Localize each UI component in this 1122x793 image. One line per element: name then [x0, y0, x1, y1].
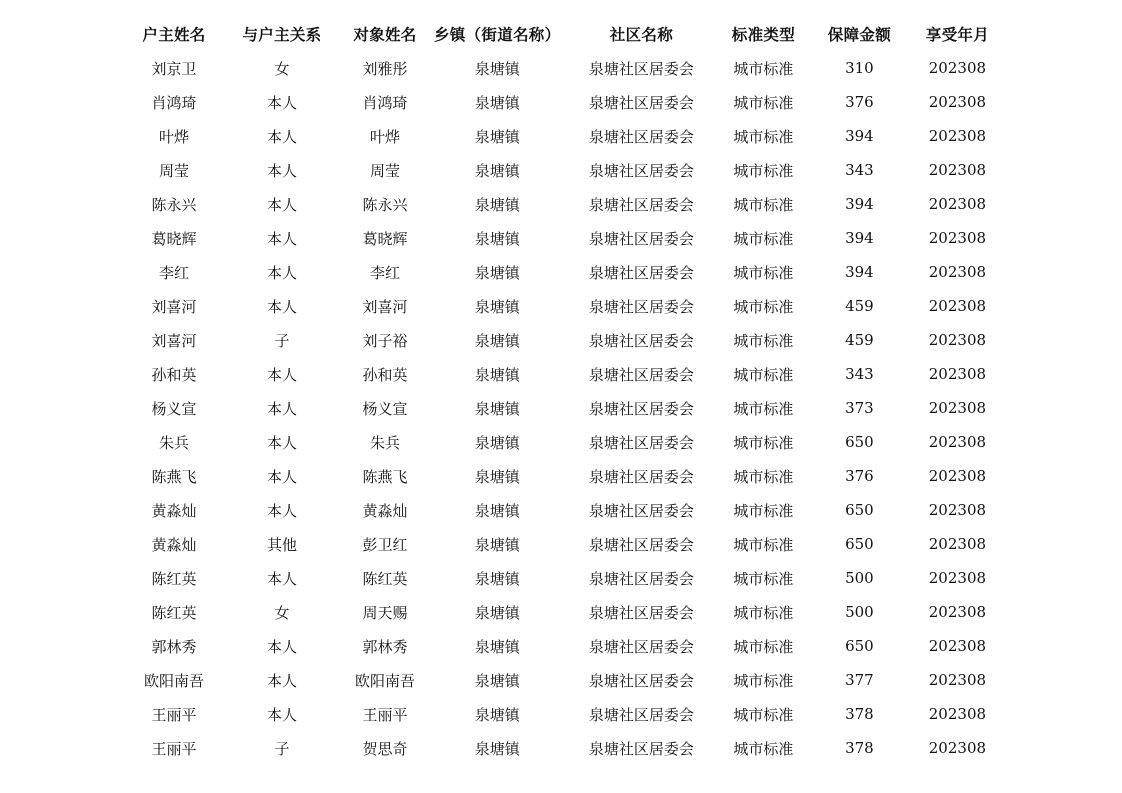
table-row	[120, 663, 1000, 697]
header-beneficiary-name: 对象姓名	[353, 26, 417, 44]
cell-relationship: 女	[274, 603, 290, 622]
cell-relationship: 本人	[266, 433, 297, 452]
cell-amount: 376	[845, 467, 874, 485]
cell-month: 202308	[928, 195, 987, 213]
cell-month: 202308	[928, 59, 987, 77]
cell-relationship: 本人	[266, 161, 297, 180]
cell-month: 202308	[928, 501, 987, 519]
cell-township: 泉塘镇	[474, 93, 520, 112]
cell-township: 泉塘镇	[474, 671, 520, 690]
cell-township: 泉塘镇	[474, 297, 520, 316]
table-row	[120, 357, 1000, 391]
cell-community: 泉塘社区居委会	[588, 59, 694, 78]
table-body	[120, 51, 1000, 765]
cell-month: 202308	[928, 467, 987, 485]
cell-community: 泉塘社区居委会	[588, 331, 694, 350]
cell-relationship: 女	[274, 59, 290, 78]
cell-beneficiary-name: 朱兵	[369, 433, 400, 452]
cell-township: 泉塘镇	[474, 637, 520, 656]
cell-amount: 343	[845, 161, 874, 179]
cell-amount: 376	[845, 93, 874, 111]
table-row	[120, 51, 1000, 85]
cell-household-head-name: 欧阳南吾	[143, 671, 204, 690]
cell-relationship: 本人	[266, 93, 297, 112]
cell-household-head-name: 陈燕飞	[151, 467, 197, 486]
cell-amount: 394	[845, 229, 874, 247]
cell-township: 泉塘镇	[474, 705, 520, 724]
table-row	[120, 187, 1000, 221]
cell-community: 泉塘社区居委会	[588, 705, 694, 724]
cell-amount: 343	[845, 365, 874, 383]
header-relationship: 与户主关系	[242, 26, 322, 44]
cell-beneficiary-name: 刘喜河	[362, 297, 408, 316]
table-row	[120, 459, 1000, 493]
cell-household-head-name: 黄淼灿	[151, 535, 197, 554]
cell-amount: 378	[845, 705, 874, 723]
cell-month: 202308	[928, 263, 987, 281]
cell-month: 202308	[928, 127, 987, 145]
cell-beneficiary-name: 贺思奇	[362, 739, 408, 758]
cell-community: 泉塘社区居委会	[588, 127, 694, 146]
cell-community: 泉塘社区居委会	[588, 93, 694, 112]
table-row	[120, 629, 1000, 663]
cell-standard-type: 城市标准	[733, 433, 794, 452]
cell-standard-type: 城市标准	[733, 569, 794, 588]
cell-standard-type: 城市标准	[733, 399, 794, 418]
cell-month: 202308	[928, 433, 987, 451]
cell-household-head-name: 李红	[158, 263, 189, 282]
cell-relationship: 本人	[266, 569, 297, 588]
cell-relationship: 本人	[266, 399, 297, 418]
cell-household-head-name: 杨义宣	[151, 399, 197, 418]
cell-community: 泉塘社区居委会	[588, 637, 694, 656]
cell-amount: 310	[845, 59, 874, 77]
header-month: 享受年月	[925, 26, 989, 44]
table-row	[120, 289, 1000, 323]
cell-community: 泉塘社区居委会	[588, 263, 694, 282]
cell-household-head-name: 王丽平	[151, 705, 197, 724]
cell-standard-type: 城市标准	[733, 195, 794, 214]
cell-standard-type: 城市标准	[733, 535, 794, 554]
cell-community: 泉塘社区居委会	[588, 501, 694, 520]
cell-relationship: 其他	[266, 535, 297, 554]
cell-standard-type: 城市标准	[733, 467, 794, 486]
cell-relationship: 子	[274, 739, 290, 758]
cell-standard-type: 城市标准	[733, 603, 794, 622]
cell-amount: 373	[845, 399, 874, 417]
cell-community: 泉塘社区居委会	[588, 297, 694, 316]
cell-standard-type: 城市标准	[733, 297, 794, 316]
cell-beneficiary-name: 陈燕飞	[362, 467, 408, 486]
cell-township: 泉塘镇	[474, 331, 520, 350]
cell-beneficiary-name: 刘雅彤	[362, 59, 408, 78]
cell-month: 202308	[928, 637, 987, 655]
cell-relationship: 子	[274, 331, 290, 350]
cell-beneficiary-name: 叶烨	[369, 127, 400, 146]
cell-household-head-name: 陈永兴	[151, 195, 197, 214]
cell-township: 泉塘镇	[474, 603, 520, 622]
cell-beneficiary-name: 李红	[369, 263, 400, 282]
cell-community: 泉塘社区居委会	[588, 671, 694, 690]
cell-community: 泉塘社区居委会	[588, 603, 694, 622]
cell-beneficiary-name: 刘子裕	[362, 331, 408, 350]
cell-township: 泉塘镇	[474, 739, 520, 758]
table-row	[120, 323, 1000, 357]
cell-community: 泉塘社区居委会	[588, 535, 694, 554]
cell-beneficiary-name: 周天赐	[362, 603, 408, 622]
header-township: 乡镇（街道名称）	[434, 26, 561, 44]
cell-standard-type: 城市标准	[733, 739, 794, 758]
cell-beneficiary-name: 王丽平	[362, 705, 408, 724]
cell-amount: 650	[845, 535, 874, 553]
cell-township: 泉塘镇	[474, 501, 520, 520]
cell-township: 泉塘镇	[474, 399, 520, 418]
table-row	[120, 153, 1000, 187]
cell-community: 泉塘社区居委会	[588, 569, 694, 588]
cell-beneficiary-name: 陈红英	[362, 569, 408, 588]
cell-month: 202308	[928, 671, 987, 689]
header-community: 社区名称	[609, 26, 673, 44]
cell-relationship: 本人	[266, 501, 297, 520]
cell-relationship: 本人	[266, 671, 297, 690]
cell-township: 泉塘镇	[474, 59, 520, 78]
cell-month: 202308	[928, 705, 987, 723]
cell-township: 泉塘镇	[474, 195, 520, 214]
cell-relationship: 本人	[266, 467, 297, 486]
cell-amount: 650	[845, 501, 874, 519]
cell-household-head-name: 刘喜河	[151, 331, 197, 350]
cell-month: 202308	[928, 739, 987, 757]
cell-household-head-name: 肖鸿琦	[151, 93, 197, 112]
cell-household-head-name: 陈红英	[151, 569, 197, 588]
cell-household-head-name: 刘喜河	[151, 297, 197, 316]
cell-amount: 394	[845, 127, 874, 145]
cell-township: 泉塘镇	[474, 569, 520, 588]
cell-relationship: 本人	[266, 365, 297, 384]
cell-beneficiary-name: 孙和英	[362, 365, 408, 384]
cell-month: 202308	[928, 603, 987, 621]
table-row	[120, 255, 1000, 289]
cell-month: 202308	[928, 297, 987, 315]
cell-amount: 394	[845, 195, 874, 213]
cell-beneficiary-name: 彭卫红	[362, 535, 408, 554]
cell-beneficiary-name: 欧阳南吾	[354, 671, 415, 690]
cell-beneficiary-name: 陈永兴	[362, 195, 408, 214]
cell-month: 202308	[928, 569, 987, 587]
cell-month: 202308	[928, 93, 987, 111]
cell-standard-type: 城市标准	[733, 671, 794, 690]
cell-relationship: 本人	[266, 263, 297, 282]
cell-relationship: 本人	[266, 195, 297, 214]
cell-month: 202308	[928, 365, 987, 383]
cell-amount: 500	[845, 569, 874, 587]
cell-amount: 500	[845, 603, 874, 621]
cell-amount: 650	[845, 637, 874, 655]
cell-household-head-name: 朱兵	[158, 433, 189, 452]
cell-township: 泉塘镇	[474, 365, 520, 384]
table-row	[120, 595, 1000, 629]
table-row	[120, 425, 1000, 459]
cell-standard-type: 城市标准	[733, 705, 794, 724]
cell-standard-type: 城市标准	[733, 637, 794, 656]
table-row	[120, 119, 1000, 153]
cell-beneficiary-name: 杨义宣	[362, 399, 408, 418]
cell-community: 泉塘社区居委会	[588, 161, 694, 180]
cell-beneficiary-name: 肖鸿琦	[362, 93, 408, 112]
cell-community: 泉塘社区居委会	[588, 739, 694, 758]
cell-household-head-name: 王丽平	[151, 739, 197, 758]
cell-township: 泉塘镇	[474, 161, 520, 180]
cell-amount: 377	[845, 671, 874, 689]
cell-month: 202308	[928, 399, 987, 417]
cell-community: 泉塘社区居委会	[588, 399, 694, 418]
cell-standard-type: 城市标准	[733, 365, 794, 384]
table-row	[120, 85, 1000, 119]
table-row	[120, 731, 1000, 765]
header-household-head-name: 户主姓名	[142, 26, 206, 44]
cell-beneficiary-name: 黄淼灿	[362, 501, 408, 520]
table-header-row	[120, 17, 1000, 51]
cell-beneficiary-name: 周莹	[369, 161, 400, 180]
header-amount: 保障金额	[827, 26, 891, 44]
table-row	[120, 221, 1000, 255]
cell-standard-type: 城市标准	[733, 331, 794, 350]
cell-beneficiary-name: 葛晓辉	[362, 229, 408, 248]
cell-township: 泉塘镇	[474, 433, 520, 452]
cell-relationship: 本人	[266, 705, 297, 724]
beneficiary-table	[120, 17, 1000, 765]
cell-township: 泉塘镇	[474, 467, 520, 486]
cell-household-head-name: 郭林秀	[151, 637, 197, 656]
table-row	[120, 391, 1000, 425]
cell-township: 泉塘镇	[474, 263, 520, 282]
cell-household-head-name: 叶烨	[158, 127, 189, 146]
cell-community: 泉塘社区居委会	[588, 467, 694, 486]
cell-household-head-name: 周莹	[158, 161, 189, 180]
cell-month: 202308	[928, 229, 987, 247]
cell-township: 泉塘镇	[474, 535, 520, 554]
cell-standard-type: 城市标准	[733, 263, 794, 282]
cell-township: 泉塘镇	[474, 229, 520, 248]
cell-standard-type: 城市标准	[733, 501, 794, 520]
cell-relationship: 本人	[266, 127, 297, 146]
cell-relationship: 本人	[266, 297, 297, 316]
cell-standard-type: 城市标准	[733, 127, 794, 146]
cell-relationship: 本人	[266, 229, 297, 248]
table-row	[120, 493, 1000, 527]
cell-household-head-name: 黄淼灿	[151, 501, 197, 520]
cell-household-head-name: 陈红英	[151, 603, 197, 622]
cell-household-head-name: 葛晓辉	[151, 229, 197, 248]
cell-community: 泉塘社区居委会	[588, 195, 694, 214]
cell-township: 泉塘镇	[474, 127, 520, 146]
cell-amount: 394	[845, 263, 874, 281]
cell-community: 泉塘社区居委会	[588, 229, 694, 248]
cell-amount: 650	[845, 433, 874, 451]
cell-household-head-name: 孙和英	[151, 365, 197, 384]
cell-standard-type: 城市标准	[733, 93, 794, 112]
cell-month: 202308	[928, 161, 987, 179]
header-standard-type: 标准类型	[731, 26, 795, 44]
table-row	[120, 697, 1000, 731]
cell-amount: 378	[845, 739, 874, 757]
cell-household-head-name: 刘京卫	[151, 59, 197, 78]
cell-month: 202308	[928, 331, 987, 349]
cell-amount: 459	[845, 297, 874, 315]
cell-amount: 459	[845, 331, 874, 349]
cell-month: 202308	[928, 535, 987, 553]
cell-standard-type: 城市标准	[733, 59, 794, 78]
cell-community: 泉塘社区居委会	[588, 365, 694, 384]
cell-relationship: 本人	[266, 637, 297, 656]
cell-beneficiary-name: 郭林秀	[362, 637, 408, 656]
cell-standard-type: 城市标准	[733, 161, 794, 180]
cell-community: 泉塘社区居委会	[588, 433, 694, 452]
table-row	[120, 561, 1000, 595]
cell-standard-type: 城市标准	[733, 229, 794, 248]
table-row	[120, 527, 1000, 561]
